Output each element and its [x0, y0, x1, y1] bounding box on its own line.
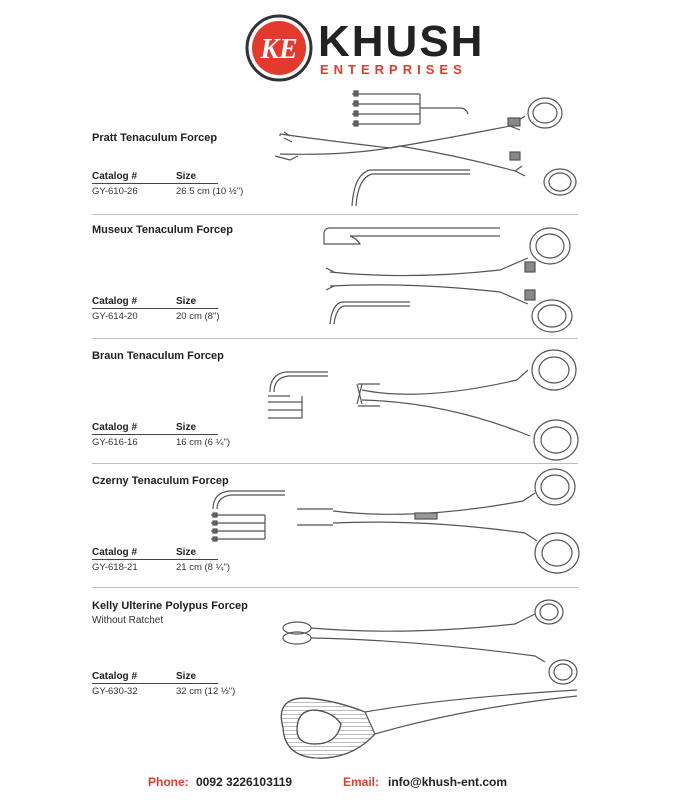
logo-icon: [245, 14, 313, 82]
product-title: Pratt Tenaculum Forcep: [92, 132, 218, 144]
footer: [0, 775, 689, 795]
kelly-forcep-illustration: [245, 598, 585, 770]
size-value: 20 cm (8"): [176, 311, 220, 322]
brand-name: KHUSH: [318, 17, 485, 66]
catalog-number: GY-614-20: [92, 311, 138, 322]
email-address[interactable]: info@khush-ent.com: [388, 775, 508, 789]
size-header: Size: [176, 422, 197, 433]
product-title: Museux Tenaculum Forcep: [92, 224, 233, 236]
header-rule: [92, 683, 218, 684]
email-label: Email:: [343, 775, 380, 789]
brand-tagline: ENTERPRISES: [320, 62, 467, 77]
header: [0, 0, 689, 90]
catalog-header: Catalog #: [92, 171, 138, 182]
product-title: Czerny Tenaculum Forcep: [92, 475, 229, 487]
section-divider: [92, 463, 578, 464]
product-subtitle: Without Ratchet: [92, 615, 164, 626]
size-value: 32 cm (12 ½"): [176, 686, 236, 697]
catalog-header: Catalog #: [92, 547, 138, 558]
size-header: Size: [176, 671, 197, 682]
braun-forcep-illustration: [262, 340, 582, 462]
header-rule: [92, 183, 218, 184]
phone-number[interactable]: 0092 3226103119: [196, 775, 293, 789]
czerny-forcep-illustration: [205, 465, 583, 585]
header-rule: [92, 559, 218, 560]
product-title: Kelly Ulterine Polypus Forcep: [92, 600, 248, 612]
section-divider: [92, 214, 578, 215]
catalog-number: GY-616-16: [92, 437, 138, 448]
section-divider: [92, 587, 578, 588]
size-header: Size: [176, 171, 197, 182]
header-rule: [92, 308, 218, 309]
catalog-number: GY-618-21: [92, 562, 138, 573]
size-header: Size: [176, 296, 197, 307]
pratt-forcep-illustration: [270, 86, 580, 211]
catalog-header: Catalog #: [92, 422, 138, 433]
size-header: Size: [176, 547, 197, 558]
header-rule: [92, 434, 218, 435]
catalog-number: GY-610-26: [92, 186, 138, 197]
logo-letters: KE: [260, 34, 298, 65]
phone-label: Phone:: [148, 775, 189, 789]
product-title: Braun Tenaculum Forcep: [92, 350, 224, 362]
catalog-number: GY-630-32: [92, 686, 138, 697]
museux-forcep-illustration: [320, 222, 582, 334]
size-value: 21 cm (8 ¼"): [176, 562, 231, 573]
catalog-header: Catalog #: [92, 296, 138, 307]
size-value: 16 cm (6 ¼"): [176, 437, 231, 448]
catalog-header: Catalog #: [92, 671, 138, 682]
size-value: 26.5 cm (10 ½"): [176, 186, 244, 197]
section-divider: [92, 338, 578, 339]
